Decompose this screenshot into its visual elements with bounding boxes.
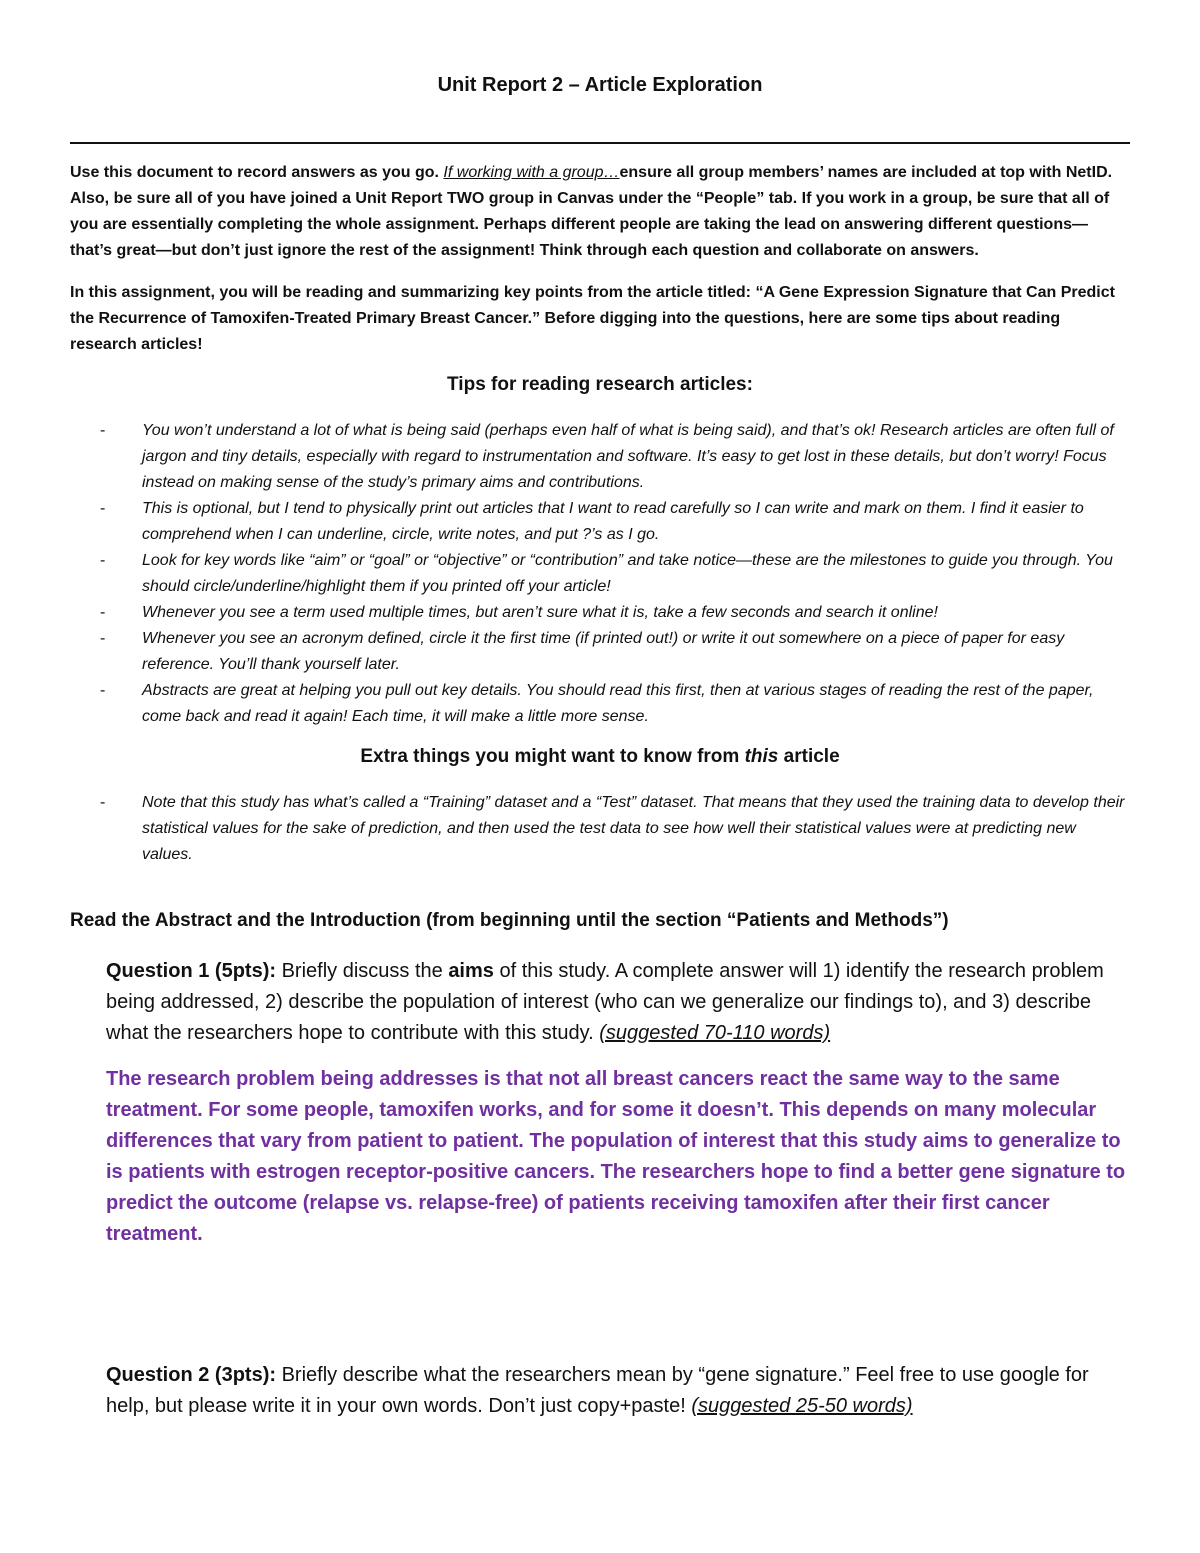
extra-heading-italic: this	[744, 746, 779, 767]
tips-list	[100, 418, 1130, 730]
intro-p1-italic: If working with a group…	[443, 164, 620, 181]
question-2-text: Briefly describe what the researchers mean by “gene signature.” Feel free to use google for help, but please write it in your own words. Don’t just copy+paste!	[106, 1364, 1089, 1417]
question-2	[106, 1360, 1130, 1422]
question-2-label: Question 2 (3pts)	[106, 1364, 270, 1386]
tip-text: Abstracts are great at helping you pull out key details. You should read this first, then at various stages of reading the rest of the paper, come back and read it again! Each time, it will make a little more sense.	[142, 682, 1094, 725]
document-title: Unit Report 2 – Article Exploration	[437, 74, 763, 96]
extra-heading	[0, 746, 1200, 768]
answer-1: The research problem being addresses is that not all breast cancers react the same way to the same treatment. For some people, tamoxifen works, and for some it doesn’t. This depends on many molecular differences that vary from patient to patient. The population of interest that this study aims to generalize to is patients with estrogen receptor-positive cancers. The researchers hope to find a better gene signature to predict the outcome (relapse vs. relapse-free) of patients receiving tamoxifen after their first cancer treatment.	[106, 1068, 1126, 1245]
question-1	[106, 956, 1130, 1049]
bullet-dash: -	[100, 630, 106, 647]
bullet-dash: -	[100, 422, 106, 439]
bullet-dash: -	[100, 682, 106, 699]
bullet-dash: -	[100, 794, 106, 811]
extra-heading-before: Extra things you might want to know from	[360, 746, 745, 767]
question-1-bold-word: aims	[448, 960, 494, 982]
bullet-dash: -	[100, 604, 106, 621]
tip-item	[100, 418, 1130, 496]
tip-item	[100, 790, 1130, 868]
section-heading: Read the Abstract and the Introduction (from beginning until the section “Patients and Methods”)	[70, 910, 949, 931]
bullet-dash: -	[100, 500, 106, 517]
question-2-colon: :	[269, 1364, 282, 1386]
question-2-suggestion: (suggested 25-50 words)	[691, 1395, 913, 1417]
intro-p1-start: Use this document to record answers as you go.	[70, 164, 444, 181]
tip-text: This is optional, but I tend to physically print out articles that I want to read carefully so I can write and mark on them. I find it easier to comprehend when I can underline, circle, write notes, and put ?’s as I go.	[142, 500, 1084, 543]
question-1-label: Question 1 (5pts)	[106, 960, 270, 982]
intro-p1-rest: ensure all group members’ names are included at top with NetID. Also, be sure all of you have joined a Unit Report TWO group in Canvas under the “People” tab. If you work in a group, be sure that all of you are essentially completing the whole assignment. Perhaps different people are taking the lead on answering different questions—that’s great—but don’t just ignore the rest of the assignment! Think through each question and collaborate on answers.	[70, 164, 1113, 259]
tip-item	[100, 600, 1130, 626]
question-1-text-after: of this study. A complete answer will 1) identify the research problem being addressed, 2) describe the population of interest (who can we generalize our findings to), and 3) describe what the researchers hope to contribute with this study.	[106, 960, 1104, 1044]
tip-text: Look for key words like “aim” or “goal” or “objective” or “contribution” and take notice—these are the milestones to guide you through. You should circle/underline/highlight them if you printed off your article!	[142, 552, 1113, 595]
extra-tips-list	[100, 790, 1130, 868]
question-1-colon: :	[269, 960, 282, 982]
extra-heading-after: article	[778, 746, 840, 767]
tip-item	[100, 626, 1130, 678]
question-1-suggestion: (suggested 70-110 words)	[599, 1022, 831, 1044]
bullet-dash: -	[100, 552, 106, 569]
tip-text: You won’t understand a lot of what is being said (perhaps even half of what is being said), and that’s ok! Research articles are often full of jargon and tiny details, especially with regard to instrumentation and software. It’s easy to get lost in these details, but don’t worry! Focus instead on making sense of the study’s primary aims and contributions.	[142, 422, 1114, 491]
question-1-text-before: Briefly discuss the	[281, 960, 449, 982]
intro-paragraph-1	[70, 160, 1130, 264]
tip-text: Whenever you see a term used multiple times, but aren’t sure what it is, take a few seconds and search it online!	[142, 604, 938, 621]
tip-text: Note that this study has what’s called a “Training” dataset and a “Test” dataset. That means that they used the training data to develop their statistical values for the sake of prediction, and then used the test data to see how well their statistical values were at predicting new values.	[142, 794, 1125, 863]
tips-heading: Tips for reading research articles:	[447, 374, 753, 395]
tip-item	[100, 496, 1130, 548]
tip-text: Whenever you see an acronym defined, circle it the first time (if printed out!) or write it out somewhere on a piece of paper for easy reference. You’ll thank yourself later.	[142, 630, 1065, 673]
tip-item	[100, 548, 1130, 600]
intro-paragraph-2: In this assignment, you will be reading and summarizing key points from the article titled: “A Gene Expression Signature that Can Predict the Recurrence of Tamoxifen-Treated Primary Breast Cancer.” Before digging into the questions, here are some tips about reading research articles!	[70, 284, 1115, 353]
tip-item	[100, 678, 1130, 730]
title-divider	[70, 142, 1130, 144]
